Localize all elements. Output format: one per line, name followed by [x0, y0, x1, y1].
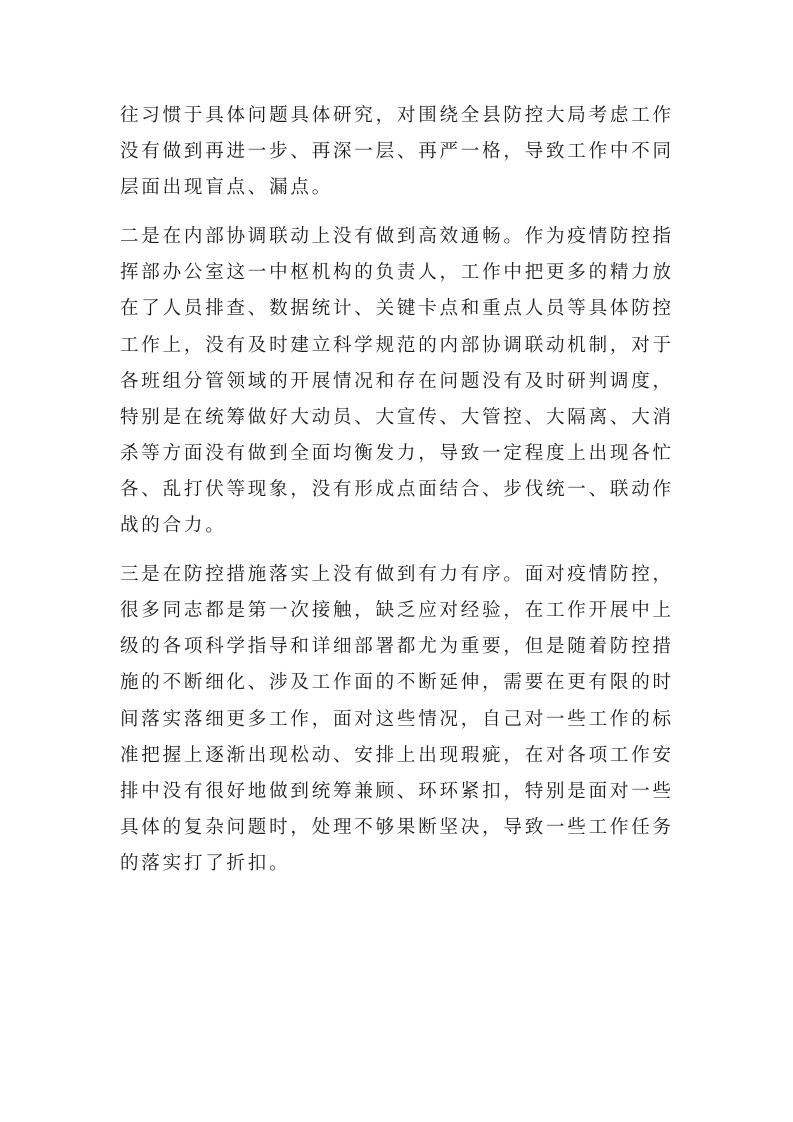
text-line: 特别是在统筹做好大动员、大宣传、大管控、大隔离、大消 [120, 406, 674, 428]
document-body [120, 98, 680, 895]
text-line: 二是在内部协调联动上没有做到高效通畅。作为疫情防控指 [120, 226, 674, 248]
text-line: 没有做到再进一步、再深一层、再严一格，导致工作中不同 [120, 141, 674, 163]
text-line: 工作上，没有及时建立科学规范的内部协调联动机制，对于 [120, 334, 674, 356]
paragraph-1 [120, 98, 680, 206]
text-line: 在了人员排查、数据统计、关键卡点和重点人员等具体防控 [120, 298, 674, 320]
text-line: 排中没有很好地做到统筹兼顾、环环紧扣，特别是面对一些 [120, 780, 674, 802]
text-line: 各、乱打伏等现象，没有形成点面结合、步伐统一、联动作 [120, 478, 674, 500]
text-line: 间落实落细更多工作，面对这些情况，自己对一些工作的标 [120, 708, 674, 730]
paragraph-3 [120, 557, 680, 882]
text-line: 很多同志都是第一次接触，缺乏应对经验，在工作开展中上 [120, 600, 674, 622]
text-line: 准把握上逐渐出现松动、安排上出现瑕疵，在对各项工作安 [120, 744, 674, 766]
text-line: 三是在防控措施落实上没有做到有力有序。面对疫情防控， [120, 564, 674, 586]
text-line: 具体的复杂问题时，处理不够果断坚决，导致一些工作任务 [120, 816, 674, 838]
text-line: 级的各项科学指导和详细部署都尤为重要，但是随着防控措 [120, 636, 674, 658]
text-line: 往习惯于具体问题具体研究，对围绕全县防控大局考虑工作 [120, 105, 674, 126]
text-line: 战的合力。 [120, 515, 227, 537]
text-line: 的落实打了折扣。 [120, 852, 291, 874]
text-line: 层面出现盲点、漏点。 [120, 177, 334, 199]
text-line: 各班组分管领域的开展情况和存在问题没有及时研判调度， [120, 370, 674, 392]
text-line: 挥部办公室这一中枢机构的负责人，工作中把更多的精力放 [120, 262, 674, 284]
text-line: 施的不断细化、涉及工作面的不断延伸，需要在更有限的时 [120, 672, 674, 694]
text-line: 杀等方面没有做到全面均衡发力，导致一定程度上出现各忙 [120, 442, 674, 464]
paragraph-2 [120, 219, 680, 544]
